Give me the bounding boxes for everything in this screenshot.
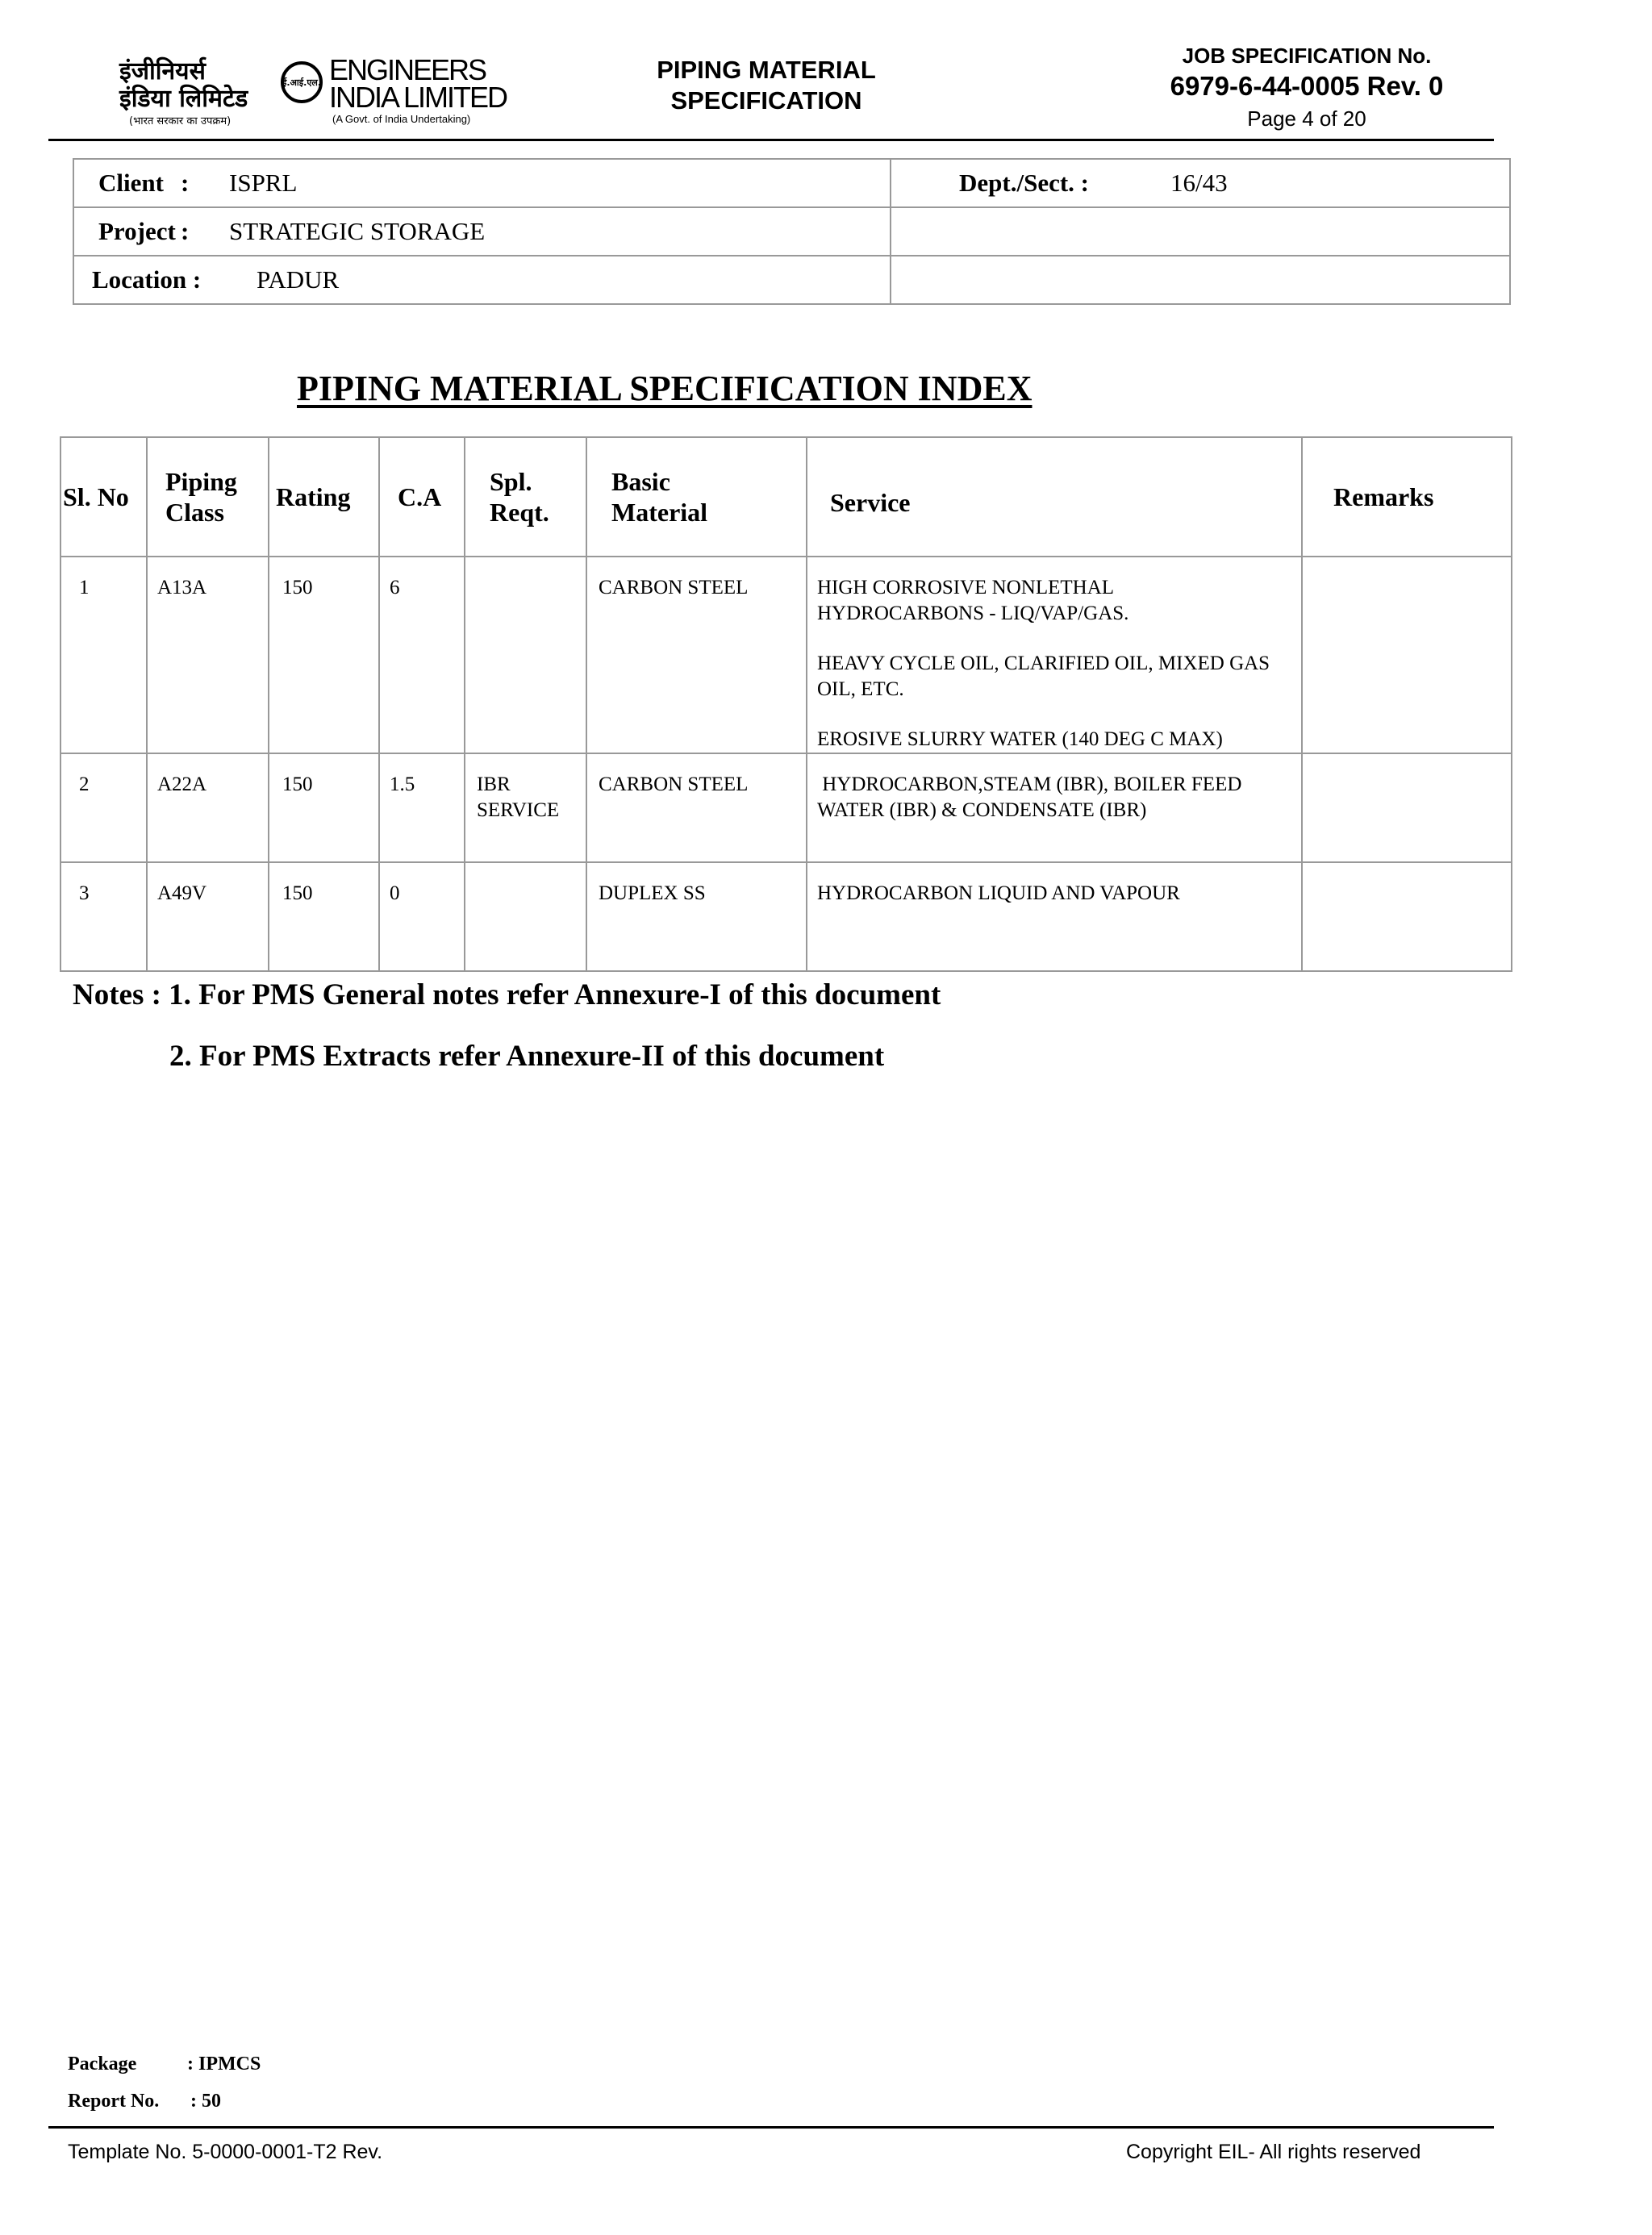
report-label: Report No. [68,2091,160,2112]
project-label: Project [98,217,176,245]
document-title-line2: SPECIFICATION [670,86,862,115]
location-value: PADUR [257,265,340,294]
logo-hindi-name [119,58,248,113]
cell-ca: 0 [379,862,465,971]
cell-class: A49V [147,862,269,971]
logo-hindi-line1: इंजीनियर्स [119,57,206,85]
header-rating: Rating [269,437,379,557]
table-row [60,557,1512,753]
job-spec-number: 6979-6-44-0005 Rev. 0 [1170,71,1444,101]
cell-sl: 2 [60,753,147,862]
cell-sl: 3 [60,862,147,971]
cell-material: CARBON STEEL [586,557,807,753]
cell-spl [465,557,586,753]
header-piping-class [147,437,269,557]
header-basic-line1: Basic [611,467,670,496]
header-divider [48,139,1494,141]
cell-class: A13A [147,557,269,753]
service-line: HEAVY CYCLE OIL, CLARIFIED OIL, MIXED GAS OIL, ETC. [817,653,1270,700]
cell-class: A22A [147,753,269,862]
note-1: Notes : 1. For PMS General notes refer Annexure-I of this document [73,978,941,1011]
cell-spl [465,862,586,971]
footer-divider [48,2126,1494,2129]
cell-remarks [1302,862,1512,971]
job-spec-label: JOB SPECIFICATION No. [1182,44,1432,68]
cell-sl: 1 [60,557,147,753]
dept-label: Dept./Sect. : [959,169,1089,197]
cell-service [807,862,1302,971]
client-colon: : [181,169,190,197]
copyright: Copyright EIL- All rights reserved [1126,2141,1421,2163]
logo-hindi-line2: इंडिया लिमिटेड [119,85,248,113]
cell-material: DUPLEX SS [586,862,807,971]
location-label: Location : [92,265,202,294]
spl-line1: IBR [477,773,511,795]
eil-emblem-icon: ई.आई.एल. [281,61,323,103]
logo-english-name [329,53,507,114]
logo-english-line1: ENGINEERS [329,53,486,86]
page-number: Page 4 of 20 [1247,106,1366,131]
template-number: Template No. 5-0000-0001-T2 Rev. [68,2141,383,2163]
note-2: 2. For PMS Extracts refer Annexure-II of this document [169,1040,885,1073]
cell-ca: 6 [379,557,465,753]
dept-value: 16/43 [1170,169,1228,197]
index-title: PIPING MATERIAL SPECIFICATION INDEX [297,369,1032,408]
header-piping-class-line1: Piping [165,467,237,496]
service-line: HIGH CORROSIVE NONLETHAL HYDROCARBONS - LIQ/VAP/GAS. [817,577,1129,624]
cell-rating: 150 [269,753,379,862]
spl-line2: SERVICE [477,799,560,821]
client-info-table [73,158,1511,305]
service-line: HYDROCARBON,STEAM (IBR), BOILER FEED WATER (IBR) & CONDENSATE (IBR) [817,773,1247,821]
cell-remarks [1302,557,1512,753]
header-piping-class-line2: Class [165,498,224,527]
service-line: HYDROCARBON LIQUID AND VAPOUR [817,882,1180,904]
project-colon: : [181,217,190,245]
header-spl-reqt [465,437,586,557]
table-header-row [60,437,1512,557]
cell-spl [465,753,586,862]
cell-remarks [1302,753,1512,862]
document-title-line1: PIPING MATERIAL [657,56,876,84]
header-basic-line2: Material [611,498,708,527]
client-value: ISPRL [229,169,298,197]
logo-english-line2: INDIA LIMITED [329,81,507,114]
cell-ca: 1.5 [379,753,465,862]
project-value: STRATEGIC STORAGE [229,217,486,245]
package-value: : IPMCS [187,2054,261,2074]
service-line: EROSIVE SLURRY WATER (140 DEG C MAX) [817,728,1223,750]
header-sl-no: Sl. No [60,437,147,557]
cell-rating: 150 [269,557,379,753]
document-title [581,55,952,116]
header-spl-line2: Reqt. [490,498,549,527]
header-remarks: Remarks [1302,437,1512,557]
package-label: Package [68,2054,137,2074]
cell-service [807,753,1302,862]
table-row [60,753,1512,862]
cell-service [807,557,1302,753]
cell-rating: 150 [269,862,379,971]
header-ca: C.A [379,437,465,557]
company-logo [113,55,516,136]
logo-govt-note: (A Govt. of India Undertaking) [332,113,471,125]
header-spl-line1: Spl. [490,467,532,496]
header-service: Service [807,437,1302,557]
client-label: Client [98,169,164,197]
report-value: : 50 [190,2091,221,2112]
cell-material: CARBON STEEL [586,753,807,862]
pms-index-table [60,436,1512,972]
header-basic-material [586,437,807,557]
table-row [60,862,1512,971]
logo-hindi-sub: (भारत सरकार का उपक्रम) [129,115,232,127]
